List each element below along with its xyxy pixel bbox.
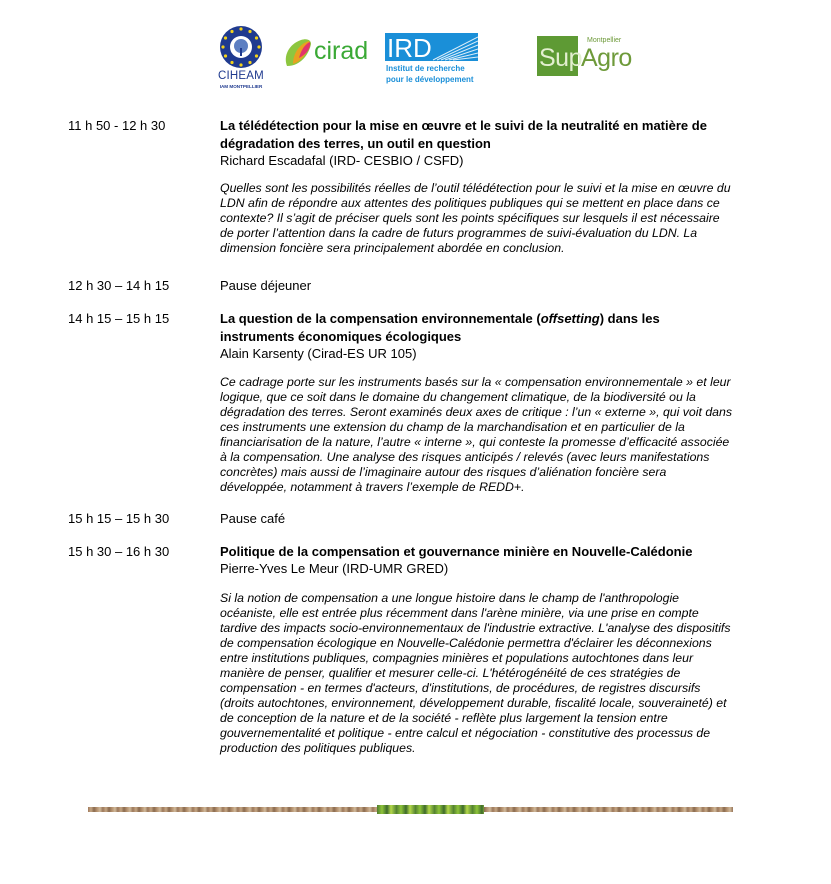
cirad-leaf-icon [283, 36, 313, 70]
abstract-line: contexte? Il s’agit de préciser quels sont les points spécifiques sur lesquels il est nécessaire [220, 211, 720, 225]
abstract-line: Ce cadrage porte sur les instruments basés sur la « compensation environnementale » et leur [220, 375, 731, 389]
abstract-line: de compensation écologique en Nouvelle-Calédonie permettra d'éclairer les déconnexions [220, 636, 712, 650]
supagro-logo-montpellier: Montpellier [587, 37, 622, 44]
session-title-part: La question de la compensation environnementale ( [220, 311, 541, 326]
abstract-line: compensation - en termes d'acteurs, d'institutions, de procédures, de registres discursifs [220, 681, 701, 695]
abstract-line: ces instruments une extension du champ de la marchandisation et en particulier de la [220, 420, 685, 434]
abstract-line: océaniste, elle est entrée plus récemment dans l'arène minière, via une prise en compte [220, 606, 699, 620]
session-block [220, 543, 780, 577]
session-title-line [220, 310, 780, 328]
session-title-line: instruments économiques écologiques [220, 329, 462, 344]
session-abstract [220, 591, 780, 756]
session-title-line: Politique de la compensation et gouvernance minière en Nouvelle-Calédonie [220, 544, 693, 559]
ird-logo-text: IRD [387, 33, 432, 61]
ird-logo [385, 33, 480, 91]
supagro-logo-sup: Sup [539, 44, 582, 72]
break-label: Pause déjeuner [220, 278, 312, 293]
abstract-line: développée, notamment à travers l’exemple de REDD+. [220, 480, 525, 494]
ciheam-logo-subtext: IAM MONTPELLIER [219, 84, 263, 89]
abstract-line: manière de penser, qualifier et mesurer celle-ci. L'hétérogénéité de ces stratégies de [220, 666, 681, 680]
abstract-line: (droits autochtones, environnement, développement durable, fiscalité locale, souveraineté) et [220, 696, 727, 710]
abstract-line: Quelles sont les possibilités réelles de l’outil télédétection pour le suivi et la mise en œuvre du [220, 181, 731, 195]
session-time: 14 h 15 – 15 h 15 [68, 311, 170, 326]
ciheam-logo-text: CIHEAM [218, 70, 264, 82]
session-speaker: Richard Escadafal (IRD- CESBIO / CSFD) [220, 153, 464, 168]
session-block [220, 117, 780, 169]
session-title [220, 117, 780, 153]
session-time: 15 h 30 – 16 h 30 [68, 544, 170, 559]
session-speaker: Pierre-Yves Le Meur (IRD-UMR GRED) [220, 561, 449, 576]
session-title-italic: offsetting [540, 311, 600, 326]
session-block [220, 310, 780, 362]
abstract-line: concrètes) mais aussi de l’imaginaire autour des risques d’aliénation foncière sera [220, 465, 667, 479]
abstract-line: LDN afin de répondre aux attentes des politiques publiques qui se mettent en place dans ce [220, 196, 720, 210]
break-time: 15 h 15 – 15 h 30 [68, 511, 170, 526]
abstract-line: production des politiques publiques. [220, 741, 416, 755]
abstract-line: entre institutions publiques, compagnies minières et populations autochtones dans leur [220, 651, 694, 665]
abstract-line: tardive des impacts socio-environnementaux de l'industrie extractive. L'analyse des dispositifs [220, 621, 731, 635]
cirad-logo [283, 36, 371, 72]
footer-leaf-segment [377, 805, 484, 814]
break-time: 12 h 30 – 14 h 15 [68, 278, 170, 293]
ird-banner-icon [385, 33, 478, 61]
abstract-line: à la compensation. Une analyse des risques anticipés / relevés (avec leurs manifestations [220, 450, 710, 464]
abstract-line: de porter l’attention dans la cadre de futurs programmes de suivi-évaluation du LDN. La [220, 226, 698, 240]
abstract-line: Si la notion de compensation a une longue histoire dans le champ de l'anthropologie [220, 591, 680, 605]
ciheam-logo [218, 24, 264, 94]
footer-decorative-bar [88, 807, 733, 812]
ird-logo-subtext-2: pour le développement [386, 75, 474, 84]
session-abstract [220, 181, 780, 256]
abstract-line: dimension foncière sera principalement abordée en conclusion. [220, 241, 565, 255]
session-title [220, 310, 780, 346]
session-time: 11 h 50 - 12 h 30 [68, 118, 166, 133]
session-abstract [220, 375, 780, 495]
abstract-line: gouvernementalité et politique - entre calcul et négociation - constitutive des processus de [220, 726, 711, 740]
session-title-line: dégradation des terres, un outil en question [220, 136, 491, 151]
abstract-line: financiarisation de la nature, l’autre « interne », qui conteste la promesse d’efficacité associée [220, 435, 730, 449]
session-title-line: La télédétection pour la mise en œuvre et le suivi de la neutralité en matière de [220, 118, 707, 133]
abstract-line: logique, que ce soit dans le domaine du changement climatique, de la biodiversité ou la [220, 390, 696, 404]
session-title-part: ) dans les [599, 311, 660, 326]
abstract-line: dégradation des terres. Seront examinés deux axes de critique : l’un « externe », qui voit dans [220, 405, 732, 419]
supagro-logo-agro: Agro [581, 44, 632, 72]
session-title [220, 543, 780, 561]
ird-logo-subtext-1: Institut de recherche [386, 64, 465, 73]
break-label: Pause café [220, 511, 286, 526]
supagro-logo [537, 36, 632, 76]
cirad-logo-text: cirad [314, 37, 369, 65]
session-speaker: Alain Karsenty (Cirad-ES UR 105) [220, 346, 417, 361]
ciheam-emblem-icon [218, 24, 264, 70]
abstract-line: de conception de la nature et de la société - reflète plus largement la tension entre [220, 711, 668, 725]
